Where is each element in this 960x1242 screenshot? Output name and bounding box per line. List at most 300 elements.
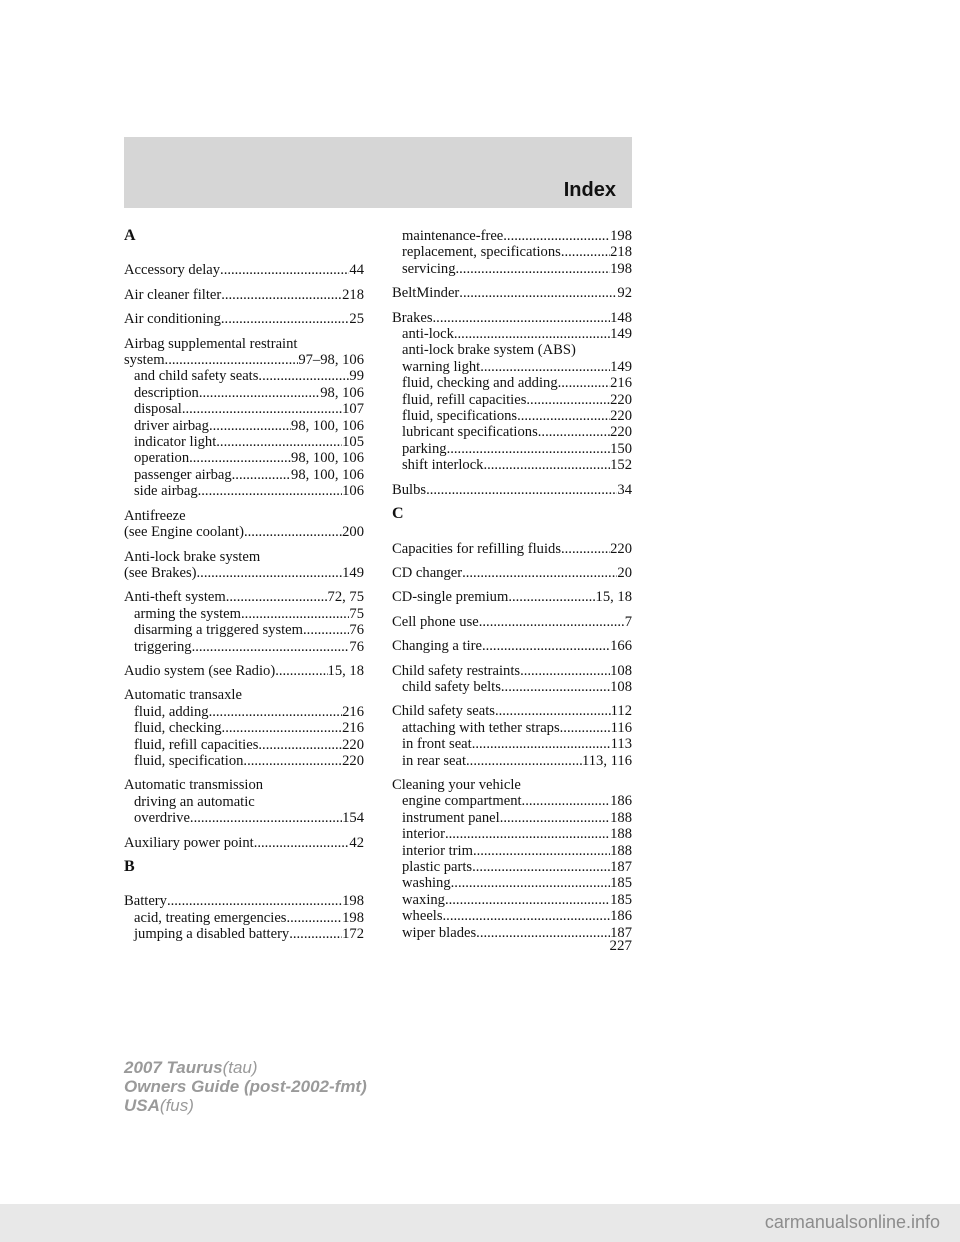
- entry-text: instrument panel: [402, 809, 500, 826]
- entry-text: description: [134, 384, 199, 401]
- entry-page-ref: 188: [610, 809, 632, 826]
- entry-text: CD changer: [392, 564, 463, 581]
- entry-text: waxing: [402, 891, 445, 908]
- entry-page-ref: 98, 106: [320, 384, 364, 401]
- index-subentry: [124, 737, 364, 753]
- entry-page-ref: 152: [610, 457, 632, 474]
- entry-page-ref: 76: [349, 638, 364, 655]
- index-line: [124, 835, 364, 851]
- entry-text: fluid, specifications: [402, 408, 518, 425]
- leader-dots: [192, 639, 350, 655]
- leader-dots: [243, 753, 342, 769]
- index-column-left: [124, 228, 364, 951]
- entry-page-ref: 154: [342, 810, 364, 827]
- leader-dots: [558, 375, 610, 391]
- footer-line-2: Owners Guide (post-2002-fmt): [124, 1077, 367, 1096]
- entry-page-ref: 198: [342, 909, 364, 926]
- index-subentry: [392, 457, 632, 473]
- index-line: [392, 310, 632, 326]
- footer: [124, 1058, 367, 1115]
- leader-dots: [495, 703, 611, 719]
- index-subentry: [124, 467, 364, 483]
- index-subentry: [392, 720, 632, 736]
- index-line: [124, 262, 364, 278]
- entry-text: Airbag supplemental restraint: [124, 335, 298, 352]
- section-letter: B: [124, 858, 135, 875]
- entry-text: engine compartment: [402, 793, 522, 810]
- leader-dots: [222, 720, 343, 736]
- index-subentry: [124, 794, 364, 810]
- index-line: [392, 565, 632, 581]
- leader-dots: [520, 663, 610, 679]
- index-entry: [124, 835, 364, 851]
- index-subentry: [392, 228, 632, 244]
- index-entry: [124, 262, 364, 278]
- entry-text: fluid, specification: [134, 752, 244, 769]
- watermark-bar: [0, 1204, 960, 1242]
- index-line: [392, 541, 632, 557]
- entry-text: acid, treating emergencies: [134, 909, 287, 926]
- entry-text: (see Engine coolant): [124, 524, 244, 541]
- entry-text: Child safety restraints: [392, 662, 521, 679]
- leader-dots: [480, 359, 610, 375]
- index-subentry: [124, 483, 364, 499]
- entry-text: fluid, checking and adding: [402, 375, 558, 392]
- index-line: [124, 687, 364, 703]
- entry-page-ref: 218: [342, 286, 364, 303]
- index-entry: [124, 893, 364, 942]
- entry-text: replacement, specifications: [402, 244, 561, 261]
- index-subentry: [124, 434, 364, 450]
- entry-text: wiper blades: [402, 924, 477, 941]
- entry-text: arming the system: [134, 605, 242, 622]
- index-subentry: [392, 375, 632, 391]
- leader-dots: [560, 720, 611, 736]
- leader-dots: [472, 736, 611, 752]
- index-subentry: [392, 843, 632, 859]
- index-line: [392, 638, 632, 654]
- entry-page-ref: 220: [610, 408, 632, 425]
- index-subentry: [124, 926, 364, 942]
- index-line: [392, 589, 632, 605]
- index-line: [124, 589, 364, 605]
- leader-dots: [508, 589, 595, 605]
- leader-dots: [220, 262, 349, 278]
- leader-dots: [500, 810, 610, 826]
- index-line: [392, 777, 632, 793]
- index-subentry: [392, 342, 632, 358]
- index-entry: [124, 777, 364, 826]
- index-subentry: [392, 875, 632, 891]
- entry-page-ref: 149: [342, 564, 364, 581]
- entry-text: lubricant specifications: [402, 424, 538, 441]
- leader-dots: [167, 893, 342, 909]
- index-entry: [124, 589, 364, 655]
- leader-dots: [258, 737, 342, 753]
- entry-page-ref: 218: [610, 244, 632, 261]
- entry-text: jumping a disabled battery: [134, 926, 290, 943]
- index-subentry: [124, 385, 364, 401]
- entry-text: fluid, refill capacities: [134, 736, 259, 753]
- index-subentry: [124, 910, 364, 926]
- entry-page-ref: 172: [342, 926, 364, 943]
- index-subentry: [392, 793, 632, 809]
- entry-text: shift interlock: [402, 457, 484, 474]
- entry-text: driver airbag: [134, 417, 209, 434]
- index-entry: [392, 482, 632, 498]
- leader-dots: [526, 392, 610, 408]
- index-line: [392, 285, 632, 301]
- entry-page-ref: 187: [610, 924, 632, 941]
- leader-dots: [503, 228, 610, 244]
- index-subentry: [392, 326, 632, 342]
- entry-text: anti-lock: [402, 326, 454, 343]
- leader-dots: [473, 843, 610, 859]
- entry-page-ref: 107: [342, 401, 364, 418]
- index-subentry: [392, 908, 632, 924]
- entry-text: in rear seat: [402, 752, 467, 769]
- entry-text: interior trim: [402, 842, 473, 859]
- entry-page-ref: 7: [624, 613, 632, 630]
- index-line: [124, 287, 364, 303]
- entry-text: warning light: [402, 358, 481, 375]
- entry-page-ref: 76: [349, 622, 364, 639]
- index-entry: [124, 311, 364, 327]
- entry-page-ref: 44: [349, 262, 364, 279]
- index-entry: [392, 614, 632, 630]
- entry-page-ref: 20: [617, 564, 632, 581]
- entry-text: plastic parts: [402, 859, 473, 875]
- index-line: [124, 777, 364, 793]
- index-entry: [124, 549, 364, 582]
- index-subentry: [124, 606, 364, 622]
- index-subentry: [392, 736, 632, 752]
- index-subentry: [392, 892, 632, 908]
- entry-text: servicing: [402, 260, 456, 277]
- leader-dots: [462, 565, 617, 581]
- index-entry: [392, 228, 632, 277]
- leader-dots: [198, 483, 342, 499]
- leader-dots: [482, 638, 610, 654]
- entry-page-ref: 99: [349, 368, 364, 385]
- entry-page-ref: 220: [610, 424, 632, 441]
- entry-text: fluid, refill capacities: [402, 391, 527, 408]
- entry-text: fluid, checking: [134, 720, 222, 737]
- index-subentry: [392, 810, 632, 826]
- entry-text: Anti-lock brake system: [124, 548, 261, 565]
- entry-text: Automatic transmission: [124, 777, 264, 794]
- entry-page-ref: 186: [610, 908, 632, 925]
- leader-dots: [456, 261, 611, 277]
- leader-dots: [538, 424, 610, 440]
- entry-page-ref: 116: [610, 719, 632, 736]
- index-entry: [392, 703, 632, 769]
- leader-dots: [209, 418, 291, 434]
- entry-text: Audio system (see Radio): [124, 662, 276, 679]
- entry-page-ref: 112: [610, 703, 632, 720]
- entry-text: disposal: [134, 401, 182, 418]
- entry-text: Child safety seats: [392, 703, 495, 720]
- entry-text: Air cleaner filter: [124, 286, 222, 303]
- entry-page-ref: 42: [349, 834, 364, 851]
- index-entry: [392, 589, 632, 605]
- leader-dots: [501, 679, 610, 695]
- entry-page-ref: 216: [342, 703, 364, 720]
- index-subentry: [124, 368, 364, 384]
- leader-dots: [426, 482, 617, 498]
- entry-page-ref: 200: [342, 524, 364, 541]
- entry-page-ref: 98, 100, 106: [291, 466, 364, 483]
- leader-dots: [216, 434, 342, 450]
- entry-page-ref: 216: [342, 720, 364, 737]
- section-letter: C: [392, 505, 404, 523]
- index-subentry: [124, 810, 364, 826]
- index-entry: [124, 508, 364, 541]
- entry-text: (see Brakes): [124, 564, 197, 581]
- entry-page-ref: 15, 18: [327, 662, 364, 679]
- index-column-right: [392, 228, 632, 949]
- index-line: [392, 482, 632, 498]
- entry-page-ref: 113: [610, 736, 632, 753]
- leader-dots: [221, 311, 350, 327]
- watermark-text: carmanualsonline.info: [764, 1212, 940, 1232]
- index-subentry: [392, 261, 632, 277]
- entry-text: overdrive: [134, 810, 190, 827]
- index-subentry: [392, 679, 632, 695]
- entry-text: triggering: [134, 638, 192, 655]
- index-entry: [392, 638, 632, 654]
- index-entry: [392, 777, 632, 941]
- entry-text: child safety belts: [402, 678, 501, 695]
- entry-text: interior: [402, 826, 445, 843]
- entry-text: passenger airbag: [134, 466, 232, 483]
- index-subentry: [392, 359, 632, 375]
- index-entry: [392, 565, 632, 581]
- leader-dots: [197, 565, 343, 581]
- entry-text: Automatic transaxle: [124, 687, 242, 704]
- index-subentry: [392, 753, 632, 769]
- entry-page-ref: 113, 116: [582, 752, 632, 769]
- leader-dots: [226, 589, 328, 605]
- index-entry: [124, 287, 364, 303]
- leader-dots: [447, 441, 611, 457]
- entry-text: Antifreeze: [124, 507, 186, 524]
- entry-text: indicator light: [134, 434, 217, 451]
- leader-dots: [433, 310, 611, 326]
- index-subentry: [392, 408, 632, 424]
- footer-line-3: USA(fus): [124, 1096, 194, 1115]
- leader-dots: [182, 401, 342, 417]
- leader-dots: [275, 663, 327, 679]
- leader-dots: [561, 541, 610, 557]
- entry-text: CD-single premium: [392, 589, 509, 606]
- entry-text: and child safety seats: [134, 368, 259, 385]
- entry-page-ref: 220: [610, 391, 632, 408]
- entry-text: operation: [134, 450, 190, 467]
- index-subentry: [124, 401, 364, 417]
- entry-text: system: [124, 352, 165, 369]
- leader-dots: [466, 753, 582, 769]
- leader-dots: [190, 810, 342, 826]
- entry-text: in front seat: [402, 736, 472, 753]
- index-line: [392, 663, 632, 679]
- leader-dots: [459, 285, 617, 301]
- entry-text: washing: [402, 875, 451, 892]
- leader-dots: [303, 622, 349, 638]
- leader-dots: [232, 467, 291, 483]
- entry-text: Cleaning your vehicle: [392, 776, 521, 793]
- index-subentry: [392, 925, 632, 941]
- index-subentry: [392, 392, 632, 408]
- index-line: [124, 311, 364, 327]
- page-number: 227: [609, 938, 632, 954]
- entry-page-ref: 185: [610, 875, 632, 892]
- index-line: [124, 336, 364, 352]
- entry-page-ref: 108: [610, 662, 632, 679]
- entry-text: Bulbs: [392, 481, 427, 498]
- entry-text: Auxiliary power point: [124, 834, 254, 851]
- header-band: [124, 137, 632, 208]
- entry-text: Changing a tire: [392, 638, 482, 655]
- leader-dots: [258, 368, 349, 384]
- entry-text: fluid, adding: [134, 703, 209, 720]
- entry-page-ref: 220: [342, 736, 364, 753]
- entry-text: wheels: [402, 908, 443, 925]
- entry-page-ref: 198: [610, 228, 632, 244]
- leader-dots: [561, 244, 610, 260]
- leader-dots: [165, 352, 299, 368]
- index-line: [124, 352, 364, 368]
- leader-dots: [443, 908, 611, 924]
- index-entry: [124, 663, 364, 679]
- entry-page-ref: 149: [610, 358, 632, 375]
- entry-page-ref: 34: [617, 481, 632, 498]
- entry-page-ref: 149: [610, 326, 632, 343]
- entry-page-ref: 106: [342, 483, 364, 500]
- index-subentry: [392, 244, 632, 260]
- leader-dots: [221, 287, 342, 303]
- index-entry: [392, 285, 632, 301]
- index-line: [124, 663, 364, 679]
- leader-dots: [522, 793, 611, 809]
- entry-text: Capacities for refilling fluids: [392, 540, 561, 557]
- leader-dots: [476, 925, 610, 941]
- entry-page-ref: 150: [610, 440, 632, 457]
- entry-text: driving an automatic: [134, 793, 255, 810]
- index-entry: [392, 310, 632, 474]
- entry-page-ref: 25: [349, 311, 364, 328]
- entry-text: disarming a triggered system: [134, 622, 304, 639]
- entry-page-ref: 72, 75: [327, 589, 364, 606]
- entry-page-ref: 148: [610, 309, 632, 326]
- entry-page-ref: 220: [342, 752, 364, 769]
- index-line: [392, 614, 632, 630]
- leader-dots: [254, 835, 350, 851]
- index-line: [124, 508, 364, 524]
- index-subentry: [392, 424, 632, 440]
- entry-page-ref: 188: [610, 826, 632, 843]
- index-subentry: [124, 418, 364, 434]
- entry-page-ref: 166: [610, 638, 632, 655]
- leader-dots: [189, 450, 291, 466]
- leader-dots: [454, 326, 610, 342]
- index-entry: [392, 541, 632, 557]
- entry-text: maintenance-free: [402, 228, 504, 244]
- entry-page-ref: 188: [610, 842, 632, 859]
- index-line: [392, 703, 632, 719]
- entry-page-ref: 15, 18: [595, 589, 632, 606]
- entry-text: Cell phone use: [392, 613, 479, 630]
- entry-page-ref: 198: [342, 893, 364, 910]
- index-entry: [392, 663, 632, 696]
- leader-dots: [209, 704, 343, 720]
- index-line: [124, 893, 364, 909]
- entry-page-ref: 98, 100, 106: [291, 417, 364, 434]
- entry-text: Accessory delay: [124, 262, 221, 279]
- entry-page-ref: 186: [610, 793, 632, 810]
- index-subentry: [124, 753, 364, 769]
- leader-dots: [472, 859, 610, 875]
- entry-page-ref: 98, 100, 106: [291, 450, 364, 467]
- entry-page-ref: 220: [610, 540, 632, 557]
- entry-text: Anti-theft system: [124, 589, 226, 606]
- index-subentry: [392, 826, 632, 842]
- leader-dots: [241, 606, 349, 622]
- leader-dots: [445, 892, 610, 908]
- footer-line-1: 2007 Taurus(tau): [124, 1058, 258, 1077]
- leader-dots: [445, 826, 610, 842]
- entry-page-ref: 185: [610, 891, 632, 908]
- entry-text: Brakes: [392, 309, 433, 326]
- leader-dots: [483, 457, 610, 473]
- entry-page-ref: 97–98, 106: [298, 352, 364, 369]
- index-subentry: [392, 441, 632, 457]
- leader-dots: [199, 385, 320, 401]
- leader-dots: [287, 910, 343, 926]
- entry-page-ref: 108: [610, 678, 632, 695]
- index-subentry: [124, 704, 364, 720]
- index-subentry: [392, 859, 632, 875]
- entry-page-ref: 198: [610, 260, 632, 277]
- page-title: Index: [563, 179, 616, 201]
- leader-dots: [289, 926, 342, 942]
- entry-text: side airbag: [134, 483, 198, 500]
- section-letter: A: [124, 227, 136, 244]
- entry-text: parking: [402, 440, 447, 457]
- index-entry: [124, 687, 364, 769]
- entry-text: Battery: [124, 893, 167, 910]
- index-subentry: [124, 622, 364, 638]
- entry-page-ref: 105: [342, 434, 364, 451]
- entry-text: BeltMinder: [392, 285, 460, 302]
- index-subentry: [124, 720, 364, 736]
- entry-page-ref: 216: [610, 375, 632, 392]
- index-entry: [124, 336, 364, 500]
- entry-page-ref: 92: [617, 285, 632, 302]
- entry-text: attaching with tether straps: [402, 719, 560, 736]
- index-subentry: [124, 639, 364, 655]
- leader-dots: [244, 524, 342, 540]
- entry-page-ref: 75: [349, 605, 364, 622]
- index-line: [124, 565, 364, 581]
- index-line: [124, 524, 364, 540]
- index-subentry: [124, 450, 364, 466]
- entry-text: anti-lock brake system (ABS): [402, 342, 576, 359]
- leader-dots: [451, 875, 610, 891]
- entry-text: Air conditioning: [124, 311, 221, 328]
- leader-dots: [517, 408, 610, 424]
- leader-dots: [479, 614, 625, 630]
